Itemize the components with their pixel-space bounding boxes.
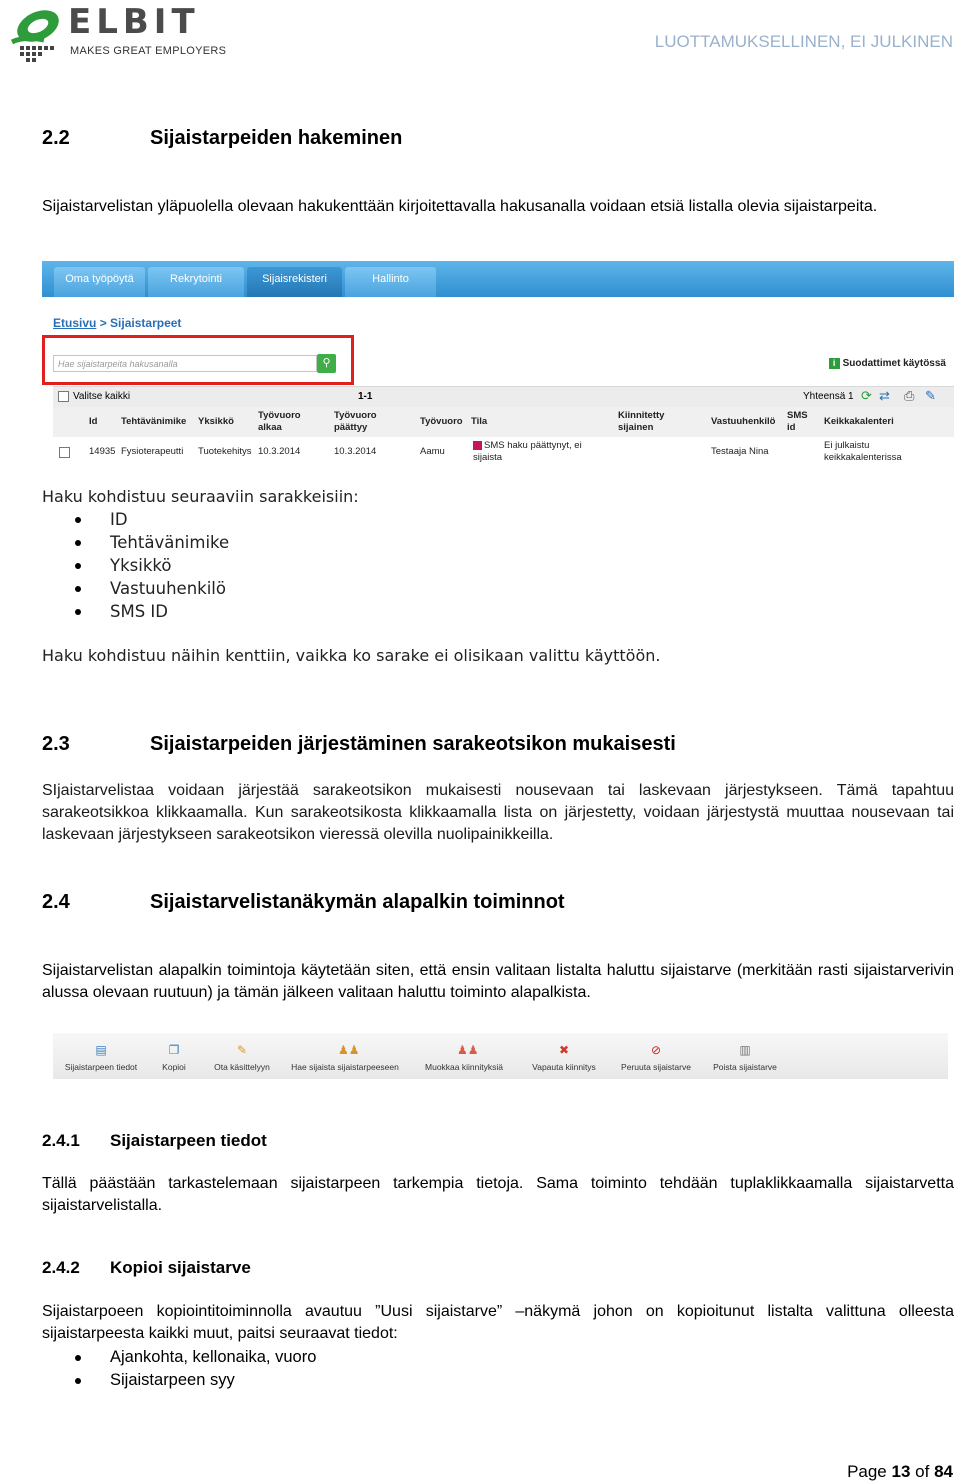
release-icon: ✖ [558, 1043, 570, 1057]
section-heading-2-4-2 [42, 1258, 251, 1278]
column-header-unit[interactable]: Yksikkö [198, 416, 234, 427]
column-header-fixed-substitute[interactable]: Kiinnitetty sijainen [618, 410, 665, 433]
toolbar-label: Vapauta kiinnitys [532, 1062, 596, 1072]
section-2-4-2-paragraph: Sijaistarpoeen kopiointitoiminnolla avautuu ”Uusi sijaistarve” –näkymä johon on kopioitunut listalta valittuna olleesta sijaistarpeesta kaikki muut, paitsi seuraavat tiedot: [42, 1303, 954, 1342]
column-header-id[interactable]: Id [89, 416, 98, 427]
list-item: Vastuuhenkilö [72, 577, 229, 600]
toolbar-button-release-assignment[interactable] [526, 1033, 602, 1079]
cell-calendar: Ei julkaistu keikkakalenterissa [824, 440, 902, 463]
toolbar-button-delete-need[interactable] [708, 1033, 782, 1079]
confidentiality-label: LUOTTAMUKSELLINEN, EI JULKINEN [654, 32, 953, 51]
cell-status [473, 440, 593, 464]
cell-responsible: Testaaja Nina [711, 446, 769, 457]
table-header-row [53, 407, 954, 437]
table-row[interactable] [53, 438, 954, 465]
toolbar-label: Ota käsittelyyn [214, 1062, 270, 1072]
section-2-2-paragraph: Sijaistarvelistan yläpuolella olevaan hakukenttään kirjoitettavalla hakusanalla voidaan etsiä listalla olevia sijaistarpeita. [42, 198, 878, 215]
toolbar-label: Kopioi [162, 1062, 186, 1072]
section-heading-2-3 [42, 733, 676, 756]
column-header-calendar[interactable]: Keikkakalenteri [824, 416, 894, 427]
page-number [847, 1462, 953, 1482]
details-icon: ▤ [95, 1043, 107, 1057]
section-title: Sijaistarpeiden hakeminen [150, 127, 403, 149]
toolbar-label: Sijaistarpeen tiedot [64, 1062, 138, 1072]
section-heading-2-2 [42, 127, 402, 150]
logo-tagline: MAKES GREAT EMPLOYERS [70, 45, 227, 57]
column-header-responsible[interactable]: Vastuuhenkilö [711, 416, 776, 427]
tools-icon[interactable]: ✎ [925, 388, 936, 403]
people-edit-icon: ♟♟ [457, 1043, 479, 1057]
column-header-status[interactable]: Tila [471, 416, 488, 427]
print-icon[interactable]: ⎙ [904, 388, 915, 403]
list-item: Yksikkö [72, 554, 229, 577]
column-header-shift-end[interactable]: Työvuoro päättyy [334, 410, 377, 433]
current-page: 13 [891, 1462, 911, 1481]
filters-indicator[interactable] [829, 358, 946, 369]
toolbar-button-cancel-need[interactable] [616, 1033, 696, 1079]
copy-icon: ❐ [168, 1043, 180, 1057]
cell-shift: Aamu [420, 446, 445, 457]
column-header-shift-start[interactable]: Työvuoro alkaa [258, 410, 301, 433]
section-number: 2.4.2 [42, 1258, 80, 1277]
cell-title: Fysioterapeutti [121, 446, 184, 457]
arrows-icon[interactable]: ⇄ [879, 388, 890, 403]
cell-id: 14935 [89, 446, 116, 457]
toolbar-button-details[interactable] [58, 1033, 144, 1079]
top-navigation-bar [42, 261, 954, 297]
page-label: Page [847, 1462, 887, 1481]
section-title: Sijaistarvelistanäkymän alapalkin toiminnot [150, 891, 565, 913]
column-header-shift[interactable]: Työvuoro [420, 416, 463, 427]
section-2-4-paragraph: Sijaistarvelistan alapalkin toimintoja käytetään siten, että ensin valitaan listalta haluttu sijaistarve (merkitään rasti sijaistarverivin alussa olevaan ruutuun) ja tämän jälkeen valitaan haluttu toiminto alapalkista. [42, 962, 954, 1001]
section-heading-2-4-1 [42, 1131, 267, 1151]
cell-start: 10.3.2014 [258, 446, 301, 457]
toolbar-button-find-substitute[interactable] [289, 1033, 401, 1079]
nav-tab-hallinto[interactable]: Hallinto [345, 267, 436, 297]
section-number: 2.2 [42, 127, 70, 149]
table-toolbar [53, 386, 954, 407]
breadcrumb-separator: > [99, 316, 107, 330]
searched-columns-list [72, 508, 229, 623]
cell-unit: Tuotekehitys [198, 446, 252, 457]
logo-wordmark: ELBIT [68, 2, 200, 42]
sijaistarpeet-list-screenshot [42, 261, 954, 465]
select-all-label: Valitse kaikki [73, 391, 131, 402]
excluded-fields-list [72, 1346, 316, 1392]
people-icon: ♟♟ [338, 1043, 360, 1057]
column-header-sms-id[interactable]: SMS id [787, 410, 808, 433]
section-2-3-paragraph: SIjaistarvelistaa voidaan järjestää sarakeotsikon mukaisesti nousevaan tai laskevaan järjestykseen. Tämä tapahtuu sarakeotsikkoa klikkaamalla. Kun sarakeotsikosta klikkaamalla lista on järjestetty, voidaan järjestystä muuttaa nousevaan tai laskevaan järjestykseen sarakeotsikon vieressä olevilla nuolipainikkeilla. [42, 782, 954, 843]
toolbar-button-take-into-processing[interactable] [205, 1033, 279, 1079]
section-number: 2.4 [42, 891, 70, 913]
column-header-title[interactable]: Tehtävänimike [121, 416, 187, 427]
section-number: 2.3 [42, 733, 70, 755]
search-note: Haku kohdistuu näihin kenttiin, vaikka ko sarake ei olisikaan valittu käyttöön. [42, 646, 661, 665]
filter-icon: i [829, 358, 840, 369]
status-text: SMS haku päättynyt, ei sijaista [473, 440, 582, 463]
section-number: 2.4.1 [42, 1131, 80, 1150]
select-all-checkbox[interactable] [58, 391, 69, 402]
toolbar-button-edit-assignments[interactable] [418, 1033, 510, 1079]
toolbar-label: Peruuta sijaistarve [621, 1062, 691, 1072]
page-range: 1-1 [358, 391, 373, 402]
nav-tab-sijaisrekisteri[interactable]: Sijaisrekisteri [247, 267, 342, 297]
nav-tab-rekrytointi[interactable]: Rekrytointi [148, 267, 244, 297]
list-item: Sijaistarpeen syy [72, 1369, 316, 1392]
of-label: of [915, 1462, 930, 1481]
toolbar-label: Muokkaa kiinnityksiä [425, 1062, 503, 1072]
elbit-logo-icon [4, 6, 62, 62]
section-title: Kopioi sijaistarve [110, 1258, 251, 1277]
breadcrumb-current: Sijaistarpeet [110, 316, 182, 330]
cancel-icon: ⊘ [650, 1043, 662, 1057]
section-title: Sijaistarpeen tiedot [110, 1131, 267, 1150]
section-2-4-1-paragraph: Tällä päästään tarkastelemaan sijaistarpeen tarkempia tietoja. Sama toiminto tehdään tuplaklikkaamalla sijaistarvetta sijaistarvelistalla. [42, 1175, 954, 1214]
row-checkbox[interactable] [59, 447, 70, 458]
toolbar-button-copy[interactable] [153, 1033, 195, 1079]
total-pages: 84 [934, 1462, 953, 1481]
breadcrumb [53, 316, 181, 330]
filters-label: Suodattimet käytössä [842, 358, 946, 369]
search-intro: Haku kohdistuu seuraaviin sarakkeisiin: [42, 487, 359, 506]
refresh-icon[interactable]: ⟳ [861, 388, 872, 403]
sms-icon [473, 441, 482, 450]
trash-icon: ▥ [739, 1043, 751, 1057]
total-count: Yhteensä 1 [803, 391, 854, 402]
list-item: SMS ID [72, 600, 229, 623]
section-heading-2-4 [42, 891, 565, 914]
person-icon: ✎ [236, 1043, 248, 1057]
toolbar-label: Poista sijaistarve [713, 1062, 777, 1072]
search-icon[interactable]: ⚲ [317, 354, 336, 373]
list-item: ID [72, 508, 229, 531]
list-item: Tehtävänimike [72, 531, 229, 554]
toolbar-label: Hae sijaista sijaistarpeeseen [291, 1062, 399, 1072]
list-item: Ajankohta, kellonaika, vuoro [72, 1346, 316, 1369]
search-input[interactable]: Hae sijaistarpeita hakusanalla [53, 355, 317, 372]
nav-tab-oma-tyopoyta[interactable]: Oma työpöytä [54, 267, 145, 297]
cell-end: 10.3.2014 [334, 446, 377, 457]
breadcrumb-home-link[interactable]: Etusivu [53, 316, 97, 330]
bottom-toolbar-screenshot [53, 1033, 948, 1079]
section-title: Sijaistarpeiden järjestäminen sarakeotsikon mukaisesti [150, 733, 676, 755]
